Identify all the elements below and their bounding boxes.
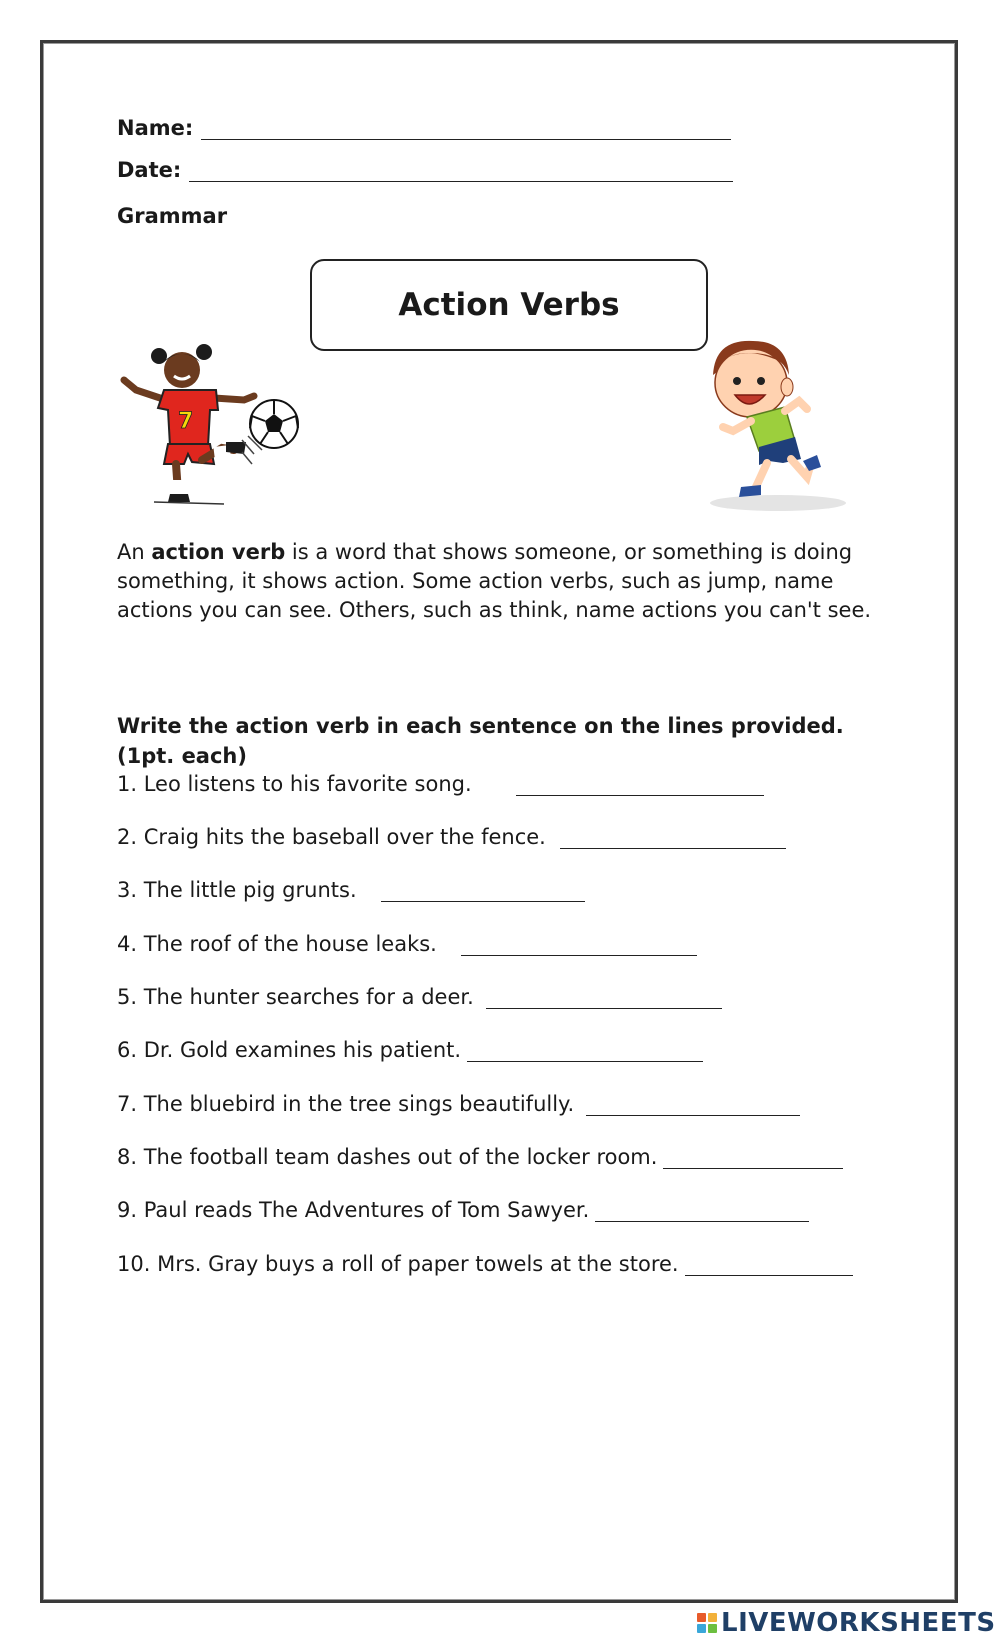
date-input-line[interactable] <box>189 160 733 182</box>
answer-line[interactable] <box>560 829 786 849</box>
question-text: 4. The roof of the house leaks. <box>117 932 437 956</box>
jersey-number: 7 <box>178 409 194 434</box>
question-text: 7. The bluebird in the tree sings beautifully. <box>117 1092 575 1116</box>
instructions: Write the action verb in each sentence on the lines provided. (1pt. each) <box>117 714 844 768</box>
title-box <box>310 259 708 351</box>
date-label: Date: <box>117 158 182 182</box>
question-text: 9. Paul reads The Adventures of Tom Sawyer. <box>117 1198 590 1222</box>
intro-paragraph <box>117 538 872 625</box>
question-item <box>117 1145 843 1169</box>
answer-line[interactable] <box>467 1042 703 1062</box>
question-item <box>117 985 722 1009</box>
question-item <box>117 1092 800 1116</box>
question-text: 8. The football team dashes out of the locker room. <box>117 1145 658 1169</box>
question-item <box>117 932 697 956</box>
question-text: 1. Leo listens to his favorite song. <box>117 772 472 796</box>
answer-line[interactable] <box>381 882 585 902</box>
answer-line[interactable] <box>685 1256 853 1276</box>
hair-puff-right <box>196 344 212 360</box>
answer-line[interactable] <box>595 1202 809 1222</box>
ground-line <box>154 502 224 504</box>
liveworksheets-logo[interactable] <box>697 1608 996 1638</box>
question-text: 2. Craig hits the baseball over the fence. <box>117 825 546 849</box>
girl-arm-right <box>214 396 254 400</box>
girl-soccer-illustration <box>114 342 314 522</box>
page-title: Action Verbs <box>398 287 620 323</box>
hair-puff-left <box>151 348 167 364</box>
boy-running-illustration <box>703 335 853 515</box>
boy-arm-right <box>785 401 807 411</box>
question-item <box>117 1252 853 1276</box>
subject-label: Grammar <box>117 204 228 228</box>
boy-shadow <box>710 495 846 511</box>
brand-name: LIVEWORKSHEETS <box>721 1608 996 1638</box>
soccer-ball-icon <box>250 400 298 448</box>
question-text: 5. The hunter searches for a deer. <box>117 985 474 1009</box>
name-field-row <box>117 116 731 140</box>
boy-shoe-left <box>739 485 761 497</box>
question-text: 6. Dr. Gold examines his patient. <box>117 1038 462 1062</box>
question-text: 10. Mrs. Gray buys a roll of paper towels at the store. <box>117 1252 679 1276</box>
intro-text-start: An <box>117 540 152 564</box>
answer-line[interactable] <box>516 776 764 796</box>
name-label: Name: <box>117 116 194 140</box>
question-text: 3. The little pig grunts. <box>117 878 357 902</box>
name-input-line[interactable] <box>201 118 731 140</box>
answer-line[interactable] <box>461 936 697 956</box>
intro-text-rest: is a word that shows someone, or something is doing something, it shows action. Some action verbs, such as jump, name actions you can see. Others, such as think, name actions you can't see. <box>117 540 872 622</box>
date-field-row <box>117 158 733 182</box>
answer-line[interactable] <box>486 989 722 1009</box>
question-item <box>117 878 585 902</box>
answer-line[interactable] <box>663 1149 843 1169</box>
intro-bold-term: action verb <box>151 540 286 564</box>
question-item <box>117 1038 703 1062</box>
boy-eye-left <box>733 377 741 385</box>
girl-arm-left <box>124 380 166 400</box>
boy-arm-left <box>723 421 751 431</box>
question-item <box>117 825 786 849</box>
boy-eye-right <box>757 377 765 385</box>
logo-grid-icon <box>697 1613 717 1633</box>
girl-shoe-standing <box>168 494 190 502</box>
answer-line[interactable] <box>586 1096 800 1116</box>
question-item <box>117 1198 809 1222</box>
question-item <box>117 772 764 796</box>
